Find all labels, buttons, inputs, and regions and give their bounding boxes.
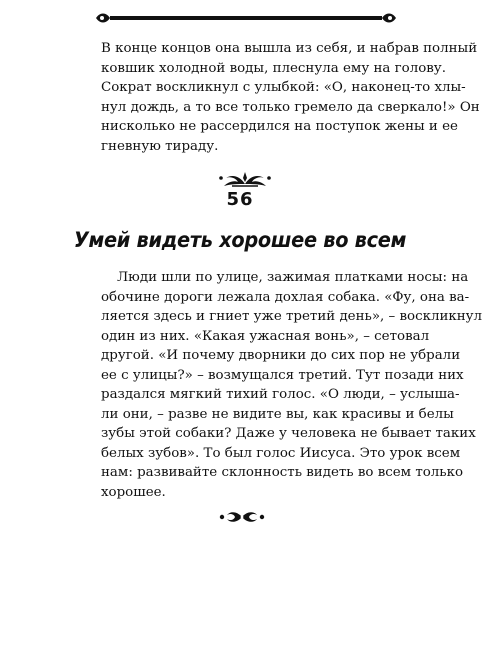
- text-line: белых зубов». То был голос Иисуса. Это урок всем: [101, 445, 461, 461]
- text-line: зубы этой собаки? Даже у человека не бывает таких: [101, 426, 476, 441]
- text-line: ляется здесь и гниет уже третий день», – воскликнул: [101, 309, 482, 324]
- text-line: раздался мягкий тихий голос. «О люди, – услыша-: [101, 387, 460, 402]
- previous-chapter-paragraph: [101, 39, 480, 156]
- text-line: ковшик холодной воды, плеснула ему на голову.: [101, 60, 446, 76]
- chapter-number: 56: [226, 189, 254, 210]
- text-line: гневную тираду.: [101, 138, 219, 154]
- text-line: другой. «И почему дворники до сих пор не убрали: [101, 348, 461, 363]
- text-line: один из них. «Какая ужасная вонь», – сетовал: [101, 328, 430, 344]
- text-line: Люди шли по улице, зажимая платками носы: на: [117, 270, 469, 285]
- text-line: Сократ воскликнул с улыбкой: «О, наконец-то хлы-: [101, 80, 466, 95]
- chapter-ornament: [218, 170, 272, 190]
- text-line: ее с улицы?» – возмущался третий. Тут позади них: [101, 367, 464, 383]
- chapter-body-paragraph: [101, 268, 482, 502]
- text-line: обочине дороги лежала дохлая собака. «Фу, она ва-: [101, 289, 470, 305]
- chapter-title: Умей видеть хорошее во всем: [73, 228, 407, 252]
- end-ornament: [218, 509, 266, 525]
- text-line: ли они, – разве не видите вы, как красивы и белы: [101, 406, 454, 422]
- text-line: нисколько не рассердился на поступок жены и ее: [101, 119, 458, 134]
- top-ornamental-border: [96, 12, 396, 24]
- text-line: нул дождь, а то все только гремело да сверкало!» Он: [101, 99, 480, 115]
- text-line: хорошее.: [101, 484, 166, 500]
- text-line: В конце концов она вышла из себя, и набрав полный: [101, 41, 478, 56]
- text-line: нам: развивайте склонность видеть во всем только: [101, 465, 464, 480]
